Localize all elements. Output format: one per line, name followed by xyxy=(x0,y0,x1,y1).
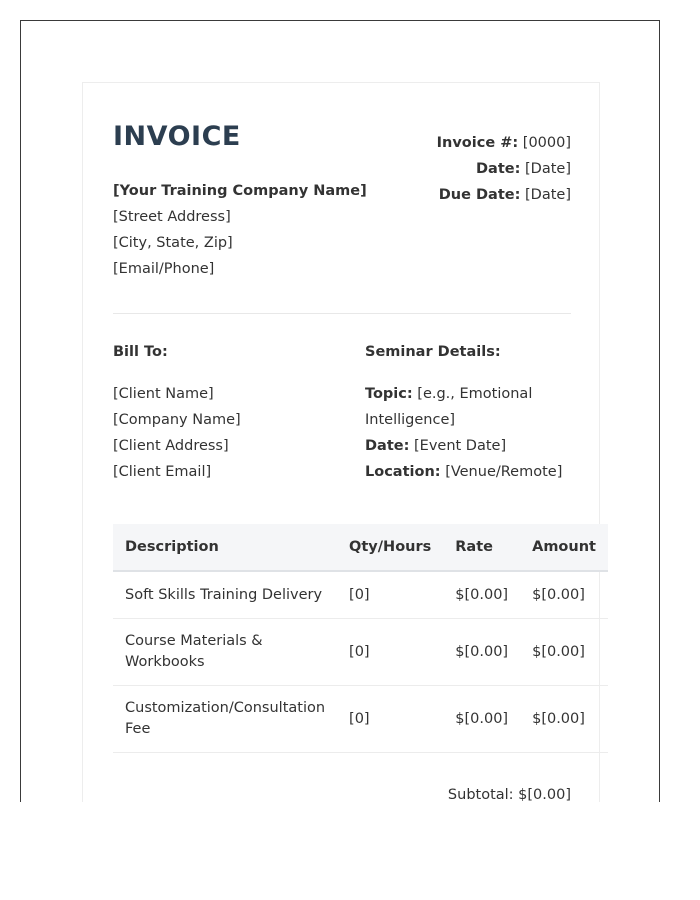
row-amount: $[0.00] xyxy=(520,619,608,686)
invoice-title: INVOICE xyxy=(113,121,241,152)
row-rate: $[0.00] xyxy=(443,686,520,753)
subtotal-line xyxy=(448,783,571,802)
seminar-topic-line xyxy=(365,381,571,433)
column-header-qty: Qty/Hours xyxy=(337,524,443,571)
row-description: Course Materials & Workbooks xyxy=(113,619,337,686)
client-company-name: [Company Name] xyxy=(113,412,241,428)
bill-to-section xyxy=(113,339,353,485)
table-row xyxy=(113,686,608,753)
bill-to-heading: Bill To: xyxy=(113,344,168,360)
column-header-description: Description xyxy=(113,524,337,571)
invoice-number-line xyxy=(437,130,571,156)
row-amount: $[0.00] xyxy=(520,686,608,753)
seminar-details-section xyxy=(365,339,571,485)
column-header-amount: Amount xyxy=(520,524,608,571)
seminar-location-label: Location: xyxy=(365,464,441,480)
invoice-due-label: Due Date: xyxy=(438,187,521,203)
row-qty: [0] xyxy=(337,571,443,619)
client-name: [Client Name] xyxy=(113,386,214,402)
header-divider xyxy=(113,313,571,314)
client-email: [Client Email] xyxy=(113,464,212,480)
row-amount: $[0.00] xyxy=(520,571,608,619)
row-qty: [0] xyxy=(337,686,443,753)
table-row xyxy=(113,571,608,619)
subtotal-value: $[0.00] xyxy=(518,787,571,802)
invoice-date-value: [Date] xyxy=(525,161,571,177)
row-qty: [0] xyxy=(337,619,443,686)
subtotal-label: Subtotal: xyxy=(447,787,514,802)
seminar-topic-label: Topic: xyxy=(365,386,413,402)
invoice-meta xyxy=(437,130,571,208)
company-info xyxy=(113,178,367,282)
seminar-date-line xyxy=(365,433,571,459)
seminar-date-label: Date: xyxy=(365,438,410,454)
invoice-due-line xyxy=(437,182,571,208)
seminar-date-value: [Event Date] xyxy=(414,438,507,454)
invoice-date-line xyxy=(437,156,571,182)
table-header-row xyxy=(113,524,608,571)
row-description: Customization/Consultation Fee xyxy=(113,686,337,753)
invoice-number-value: [0000] xyxy=(522,135,571,151)
row-rate: $[0.00] xyxy=(443,619,520,686)
line-items-table xyxy=(113,524,608,753)
invoice-paper xyxy=(82,82,600,802)
invoice-number-label: Invoice #: xyxy=(436,135,519,151)
client-address: [Client Address] xyxy=(113,438,229,454)
company-name: [Your Training Company Name] xyxy=(113,183,367,199)
column-header-rate: Rate xyxy=(443,524,520,571)
company-contact: [Email/Phone] xyxy=(113,261,215,277)
company-street: [Street Address] xyxy=(113,209,231,225)
seminar-topic-value: [e.g., Emotional Intelligence] xyxy=(365,386,533,428)
table-row xyxy=(113,619,608,686)
row-rate: $[0.00] xyxy=(443,571,520,619)
seminar-heading: Seminar Details: xyxy=(365,344,501,360)
company-city: [City, State, Zip] xyxy=(113,235,233,251)
invoice-date-label: Date: xyxy=(476,161,521,177)
seminar-location-line xyxy=(365,459,571,485)
document-frame xyxy=(20,20,660,802)
seminar-location-value: [Venue/Remote] xyxy=(445,464,563,480)
row-description: Soft Skills Training Delivery xyxy=(113,571,337,619)
invoice-due-value: [Date] xyxy=(525,187,571,203)
